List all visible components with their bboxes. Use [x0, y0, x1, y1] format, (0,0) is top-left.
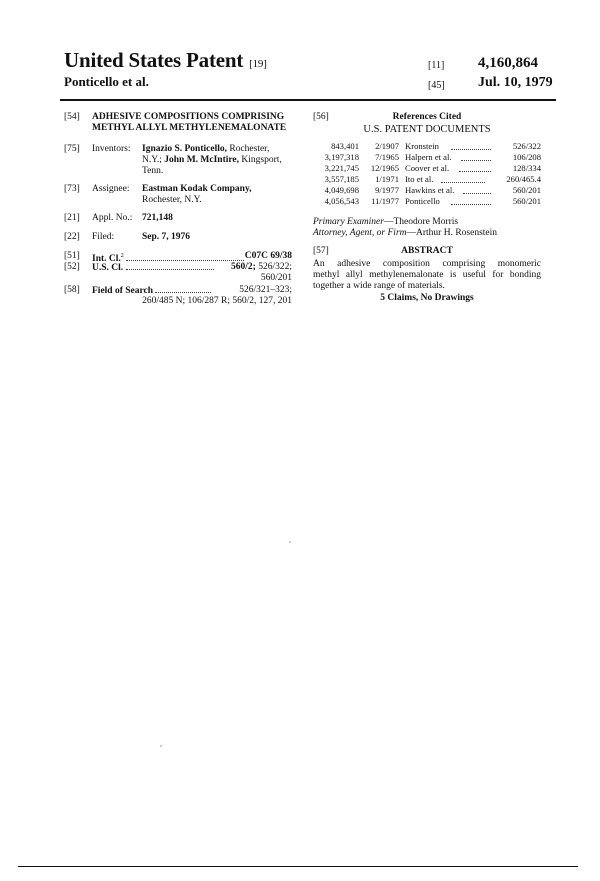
ref-name: Halpern et al. — [405, 152, 452, 162]
abstract-title: ABSTRACT — [401, 246, 453, 256]
date-code: [45] — [428, 80, 445, 91]
assignee-label: Assignee: — [92, 184, 130, 194]
ref-class: 260/465.4 — [506, 174, 541, 184]
patent-header-title — [64, 48, 267, 73]
ref-leader — [461, 152, 491, 161]
attorney-label: Attorney, Agent, or Firm — [313, 228, 407, 238]
intcl-code: [51] — [64, 251, 80, 261]
uscl-label: U.S. Cl. — [92, 263, 124, 273]
inventors-label: Inventors: — [92, 144, 131, 154]
primary-examiner-label: Primary Examiner — [313, 217, 384, 227]
filed-date: Sep. 7, 1976 — [142, 232, 191, 242]
table-row — [313, 185, 541, 196]
ref-number: 843,401 — [331, 141, 359, 151]
ref-date: 9/1977 — [375, 185, 399, 195]
title-code: [19] — [249, 58, 267, 70]
ref-number: 3,557,185 — [324, 174, 359, 184]
ref-number: 3,197,318 — [324, 152, 359, 162]
table-row — [313, 152, 541, 163]
ref-name: Kronstein — [405, 141, 439, 151]
ref-number: 3,221,745 — [324, 163, 359, 173]
ref-date: 12/1965 — [370, 163, 399, 173]
authors: Ponticello et al. — [64, 74, 149, 89]
search-line2: 260/485 N; 106/287 R; 560/2, 127, 201 — [142, 296, 292, 306]
inventors-line3: Tenn. — [142, 166, 164, 176]
ref-class: 526/322 — [512, 141, 541, 151]
invention-title-line2: METHYL ALLYL METHYLENEMALONATE — [92, 123, 287, 133]
ref-name: Coover et al. — [405, 163, 450, 173]
patent-date: Jul. 10, 1979 — [478, 75, 553, 90]
abstract-line2: methyl allyl methylenemalonate is useful for bonding — [313, 270, 541, 280]
attorney — [313, 227, 497, 239]
primary-examiner-value: —Theodore Morris — [383, 217, 459, 227]
ref-name: Ponticello — [405, 196, 440, 206]
ref-number: 4,049,698 — [324, 185, 359, 195]
search-label: Field of Search — [92, 286, 154, 296]
table-row — [313, 163, 541, 174]
ref-class: 560/201 — [512, 185, 541, 195]
inventor-line2-pre: N.Y.; — [142, 155, 165, 165]
refs-title: References Cited — [392, 112, 462, 122]
inventor-loc-1: Rochester, — [226, 144, 270, 154]
intcl-value: C07C 69/38 — [244, 251, 292, 261]
uscl-value: 560/2; — [231, 262, 256, 272]
refs-subtitle: U.S. PATENT DOCUMENTS — [363, 124, 491, 135]
title-text: United States Patent — [64, 48, 244, 72]
intcl-label: Int. Cl. — [92, 254, 121, 265]
ref-date: 2/1907 — [375, 141, 399, 151]
table-row — [313, 196, 541, 207]
invention-title-line1: ADHESIVE COMPOSITIONS COMPRISING — [92, 112, 285, 122]
table-row — [313, 174, 541, 185]
header-rule — [60, 99, 556, 101]
abstract-line3: together a wide range of materials. — [313, 281, 445, 291]
abstract-line1: An adhesive composition comprising monomeric — [313, 259, 541, 269]
ref-class: 106/208 — [512, 152, 541, 162]
uscl-leader — [126, 261, 214, 270]
refs-code: [56] — [313, 112, 329, 122]
ref-class: 560/201 — [512, 196, 541, 206]
references-table — [313, 141, 541, 211]
scan-speck — [160, 745, 162, 747]
inventor-loc-2: Kingsport, — [239, 155, 282, 165]
table-row — [313, 141, 541, 152]
search-leader — [155, 284, 211, 293]
intcl-sup: 2 — [120, 253, 124, 259]
assignee-name: Eastman Kodak Company, — [142, 184, 252, 194]
ref-leader — [459, 163, 491, 172]
appl-label: Appl. No.: — [92, 213, 133, 223]
search-value: 526/321–323; — [239, 285, 292, 295]
footer-rule — [18, 866, 578, 867]
search-code: [58] — [64, 285, 80, 295]
ref-date: 11/1977 — [371, 196, 399, 206]
abstract-code: [57] — [313, 246, 329, 256]
filed-label: Filed: — [92, 232, 115, 242]
intcl-leader — [126, 252, 244, 261]
title-code: [54] — [64, 112, 80, 122]
patent-number: 4,160,864 — [478, 55, 538, 71]
ref-class: 128/334 — [512, 163, 541, 173]
uscl-value-rest: 526/322; — [255, 262, 292, 272]
ref-date: 1/1971 — [375, 174, 399, 184]
inventor-name-2: John M. McIntire, — [164, 155, 240, 165]
ref-leader — [463, 185, 491, 194]
assignee-code: [73] — [64, 184, 80, 194]
ref-leader — [441, 174, 485, 183]
appl-number: 721,148 — [142, 213, 173, 223]
inventors-code: [75] — [64, 144, 80, 154]
ref-leader — [451, 141, 491, 150]
assignee-location: Rochester, N.Y. — [142, 195, 202, 205]
number-code: [11] — [428, 60, 445, 71]
appl-code: [21] — [64, 213, 80, 223]
filed-code: [22] — [64, 232, 80, 242]
uscl-code: [52] — [64, 262, 80, 272]
attorney-value: —Arthur H. Rosenstein — [406, 228, 498, 238]
ref-date: 7/1965 — [375, 152, 399, 162]
ref-name: Hawkins et al. — [405, 185, 455, 195]
inventor-name-1: Ignazio S. Ponticello, — [142, 144, 227, 154]
ref-name: Ito et al. — [405, 174, 434, 184]
uscl-line2: 560/201 — [260, 273, 292, 283]
scan-speck — [289, 541, 291, 543]
claims-summary: 5 Claims, No Drawings — [380, 293, 474, 303]
ref-number: 4,056,543 — [324, 196, 359, 206]
ref-leader — [451, 196, 491, 205]
